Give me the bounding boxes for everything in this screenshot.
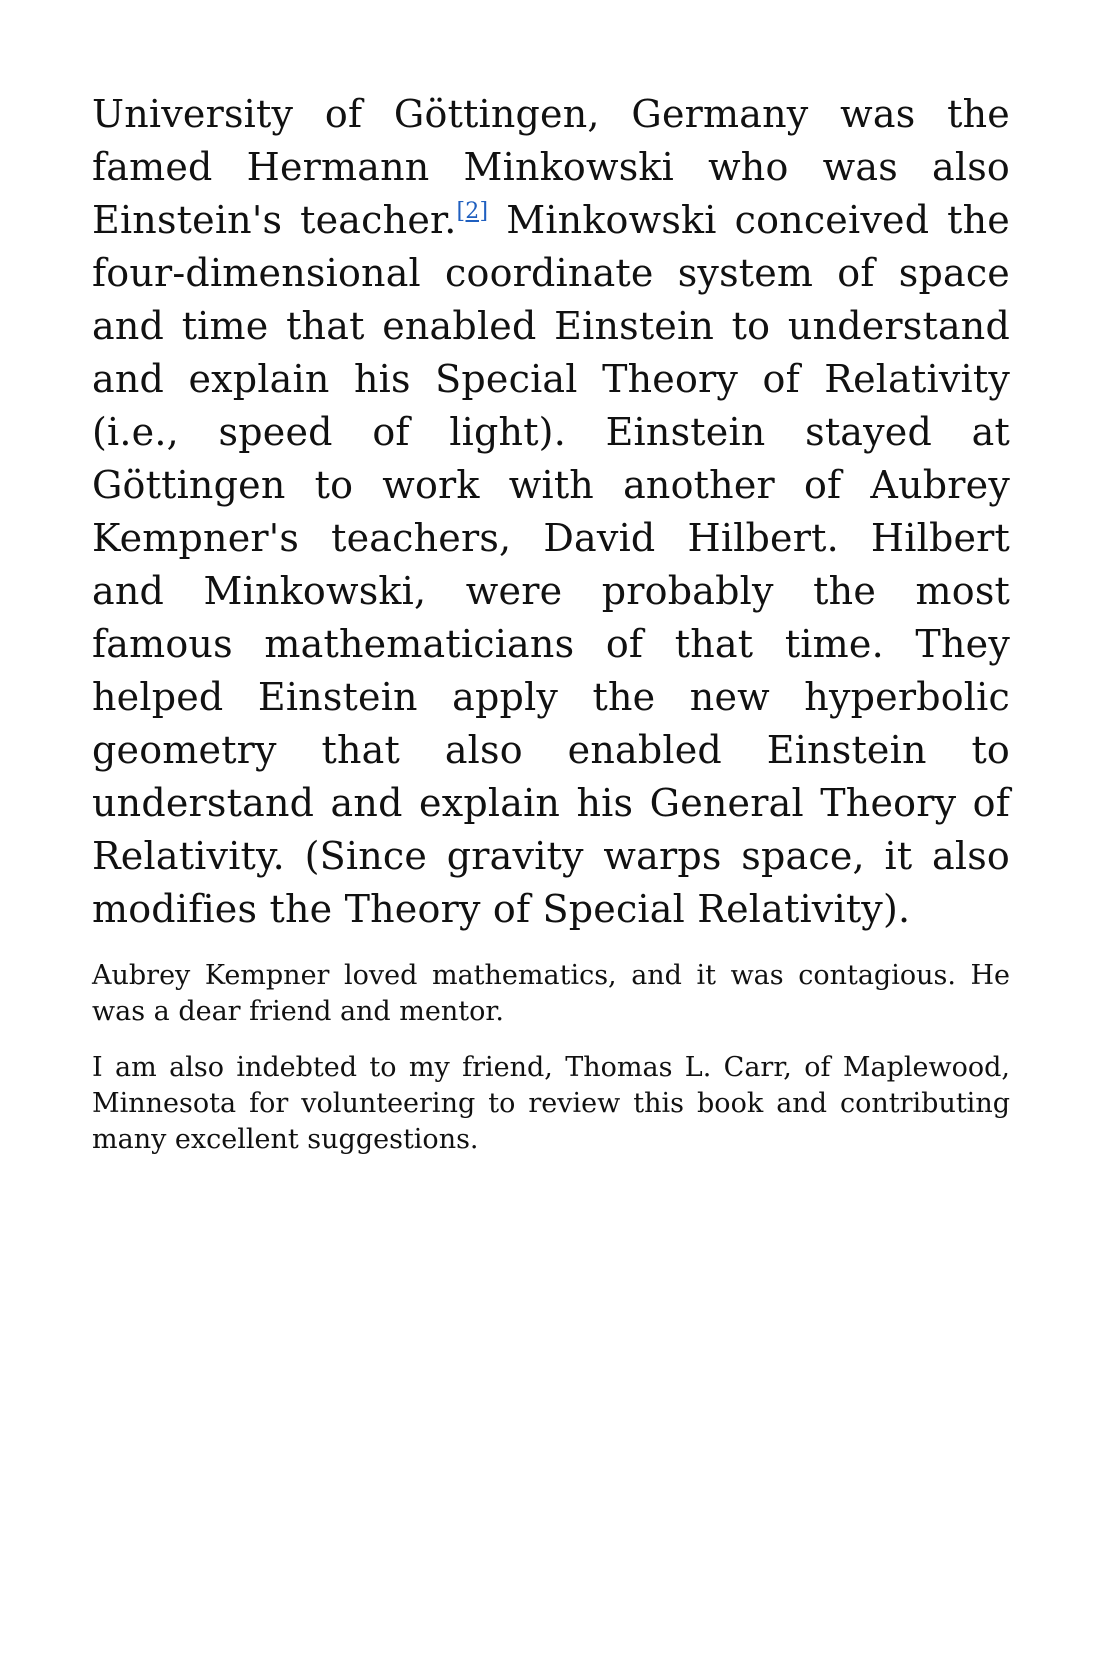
footnote-link-2[interactable]: [2] bbox=[456, 199, 489, 224]
body-paragraph-kempner: Aubrey Kempner loved mathematics, and it was contagious. He was a dear friend and mentor. bbox=[92, 960, 1010, 1027]
document-page bbox=[92, 88, 1010, 1158]
paragraph-text-part-2: Minkowski conceived the four-dimensional coordinate system of space and time that enabled Einstein to understand and explain his Special Theory of Relativity (i.e., speed of light). Einstein stayed at Göttingen to work with another of Aubrey Kempner's teachers, David Hilbert. Hilbert and Minkowski, were probably the most famous mathematicians of that time. They helped Einstein apply the new hyperbolic geometry that also enabled Einstein to understand and explain his General Theory of Relativity. (Since gravity warps space, it also modifies the Theory of Special Relativity). bbox=[92, 198, 1010, 931]
body-paragraph-acknowledgement: I am also indebted to my friend, Thomas L. Carr, of Maplewood, Minnesota for volunteering to review this book and contributing many excellent suggestions. bbox=[92, 1052, 1010, 1155]
paragraph-text-part-1: University of Göttingen, Germany was the famed Hermann Minkowski who was also Einstein's teacher. bbox=[92, 92, 1010, 242]
body-paragraph-goettingen bbox=[92, 88, 1010, 936]
